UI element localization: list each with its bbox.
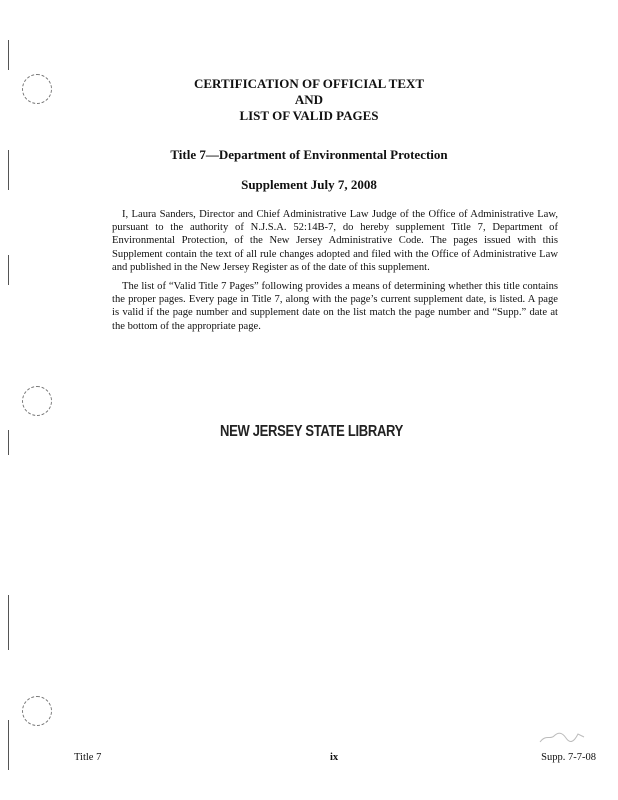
supplement-date: Supplement July 7, 2008 xyxy=(241,177,377,192)
handwritten-mark xyxy=(538,728,586,746)
library-stamp: NEW JERSEY STATE LIBRARY xyxy=(220,421,404,440)
valid-pages-paragraph: The list of “Valid Title 7 Pages” following provides a means of determining whether this title contains the proper pages. Every page in Title 7, along with the page’s current supplement date, is listed. A page is valid if the page number and supplement date on the list match the page number and “Supp.” date at the bottom of the appropriate page. xyxy=(112,281,558,332)
certification-paragraph: I, Laura Sanders, Director and Chief Administrative Law Judge of the Office of Administrative Law, pursuant to the authority of N.J.S.A. 52:14B-7, do hereby supplement Title 7, Department of Environmental Protection, of the New Jersey Administrative Code. The pages issued with this Supplement contain the text of all rule changes adopted and filed with the Office of Administrative Law and published in the New Jersey Register as of the date of this supplement. xyxy=(112,209,558,273)
heading-line-3: LIST OF VALID PAGES xyxy=(239,108,379,123)
punch-hole-mark xyxy=(22,696,52,726)
footer-title: Title 7 xyxy=(74,752,102,763)
footer-supp-date: Supp. 7-7-08 xyxy=(541,752,596,763)
scan-edge-mark xyxy=(8,720,9,770)
scan-edge-mark xyxy=(8,595,9,650)
scan-edge-mark xyxy=(8,430,9,455)
punch-hole-mark xyxy=(22,386,52,416)
footer-page-number: ix xyxy=(330,752,339,763)
heading-line-2: AND xyxy=(294,92,324,107)
title-heading: Title 7—Department of Environmental Protection xyxy=(170,147,448,162)
scan-edge-mark xyxy=(8,40,9,70)
scan-edge-mark xyxy=(8,255,9,285)
heading-line-1: CERTIFICATION OF OFFICIAL TEXT xyxy=(193,76,425,91)
